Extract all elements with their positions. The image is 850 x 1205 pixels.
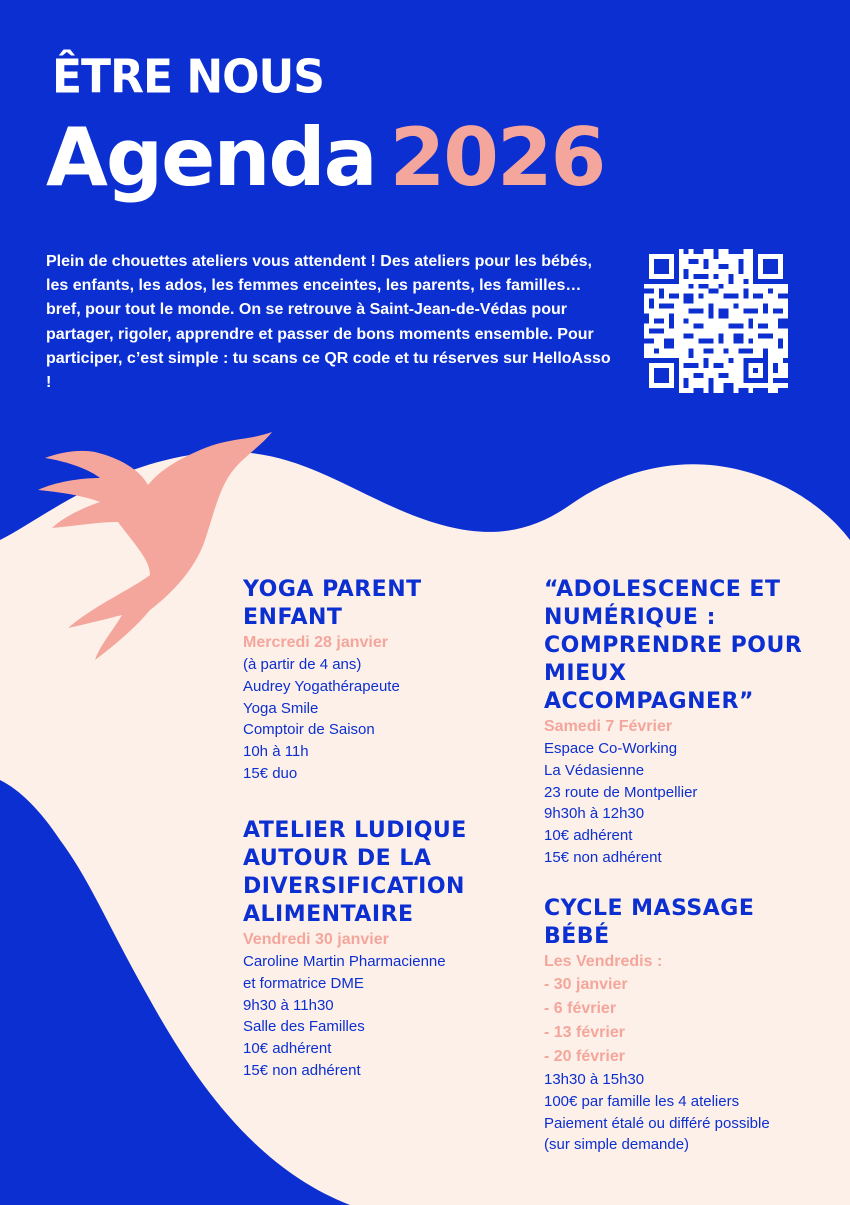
event-session-date: - 20 février bbox=[544, 1048, 625, 1065]
event-session-date: - 13 février bbox=[544, 1024, 625, 1041]
event-detail: Espace Co-Working bbox=[544, 740, 678, 757]
title-word: Agenda bbox=[46, 111, 376, 204]
event-title: CYCLE MASSAGE BÉBÉ bbox=[544, 896, 755, 949]
brand-logo: ÊTRE NOUS bbox=[52, 50, 324, 105]
event-detail: (sur simple demande) bbox=[544, 1136, 690, 1154]
event-yoga bbox=[243, 576, 483, 785]
event-detail: et formatrice DME bbox=[243, 974, 364, 992]
event-detail: 13h30 à 15h30 bbox=[544, 1071, 645, 1088]
event-age: (à partir de 4 ans) bbox=[243, 656, 362, 673]
event-title: YOGA PARENT ENFANT bbox=[243, 577, 422, 630]
event-detail: Yoga Smile bbox=[243, 699, 319, 717]
event-detail: Paiement étalé ou différé possible bbox=[544, 1114, 770, 1132]
event-detail: 9h30 à 11h30 bbox=[243, 996, 334, 1014]
event-title: ATELIER LUDIQUE AUTOUR DE LA DIVERSIFICATION ALIMENTAIRE bbox=[243, 818, 467, 927]
event-detail: 10€ adhérent bbox=[243, 1040, 332, 1058]
event-detail: Caroline Martin Pharmacienne bbox=[243, 953, 446, 970]
event-massage bbox=[544, 895, 834, 1156]
event-detail: 10h à 11h bbox=[243, 743, 309, 761]
event-session-date: - 6 février bbox=[544, 1000, 617, 1017]
event-detail: 15€ non adhérent bbox=[544, 848, 662, 866]
event-detail: 15€ non adhérent bbox=[243, 1061, 361, 1079]
event-detail: 100€ par famille les 4 ateliers bbox=[544, 1092, 740, 1110]
event-detail: 23 route de Montpellier bbox=[544, 783, 698, 801]
event-title: “ADOLESCENCE ET NUMÉRIQUE : COMPRENDRE POUR MIEUX ACCOMPAGNER” bbox=[544, 577, 803, 714]
event-date: Les Vendredis : bbox=[544, 953, 663, 970]
event-date: Samedi 7 Février bbox=[544, 718, 673, 735]
page-title bbox=[46, 111, 605, 204]
event-detail: 9h30h à 12h30 bbox=[544, 805, 645, 823]
event-detail: Comptoir de Saison bbox=[243, 721, 375, 739]
event-adolescence bbox=[544, 576, 834, 869]
event-detail: 10€ adhérent bbox=[544, 827, 633, 845]
event-date: Mercredi 28 janvier bbox=[243, 634, 388, 651]
event-date: Vendredi 30 janvier bbox=[243, 931, 389, 948]
event-detail: Salle des Familles bbox=[243, 1018, 365, 1036]
event-detail: La Védasienne bbox=[544, 761, 645, 779]
qr-code[interactable] bbox=[644, 249, 788, 393]
intro-paragraph: Plein de chouettes ateliers vous attendent ! Des ateliers pour les bébés, les enfants, les ados, les femmes enceintes, les parents, les familles… bref, pour tout le monde. On se retrouve à Saint-Jean-de-Védas pour partager, rigoler, apprendre et passer de bons moments ensemble. Pour participer, c’est simple : tu scans ce QR code et tu réserves sur HelloAsso ! bbox=[46, 253, 611, 392]
event-detail: 15€ duo bbox=[243, 764, 298, 782]
event-session-date: - 30 janvier bbox=[544, 976, 628, 993]
event-detail: Audrey Yogathérapeute bbox=[243, 677, 400, 695]
event-atelier bbox=[243, 817, 508, 1082]
title-year: 2026 bbox=[389, 111, 605, 204]
